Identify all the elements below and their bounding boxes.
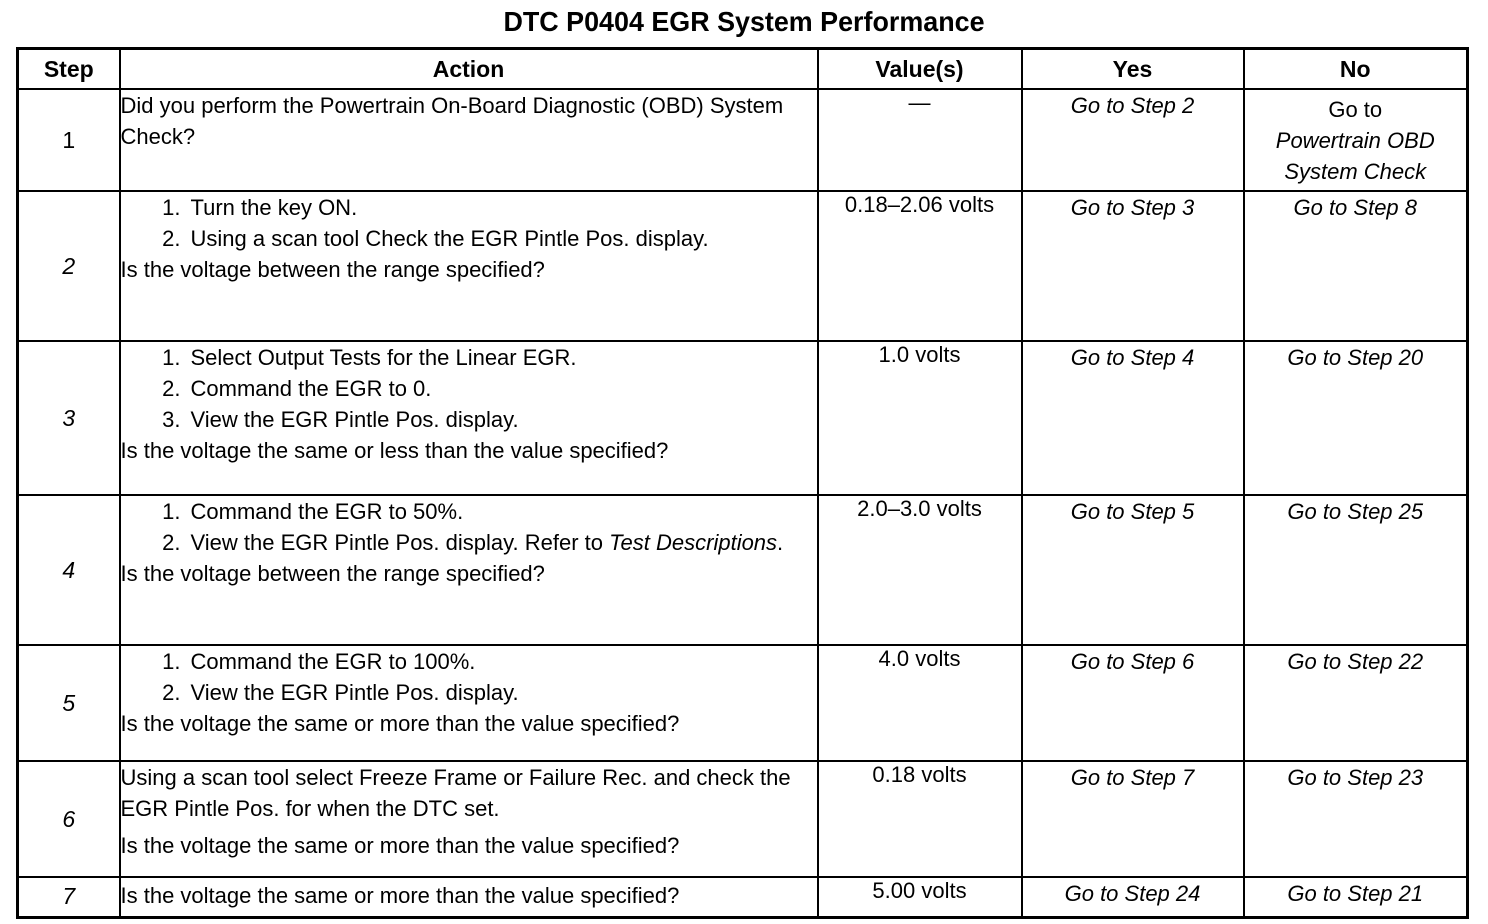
no-link: Powertrain OBD System Check	[1275, 128, 1435, 184]
substep-number: 1.	[162, 499, 181, 524]
action-cell	[120, 495, 818, 645]
no-cell	[1244, 89, 1468, 191]
value-cell: —	[818, 89, 1022, 191]
substep-text: Turn the key ON.	[190, 195, 358, 220]
step-number: 4	[18, 495, 120, 645]
header-yes: Yes	[1022, 49, 1244, 90]
substep-text: Select Output Tests for the Linear EGR.	[190, 345, 577, 370]
substep-text: View the EGR Pintle Pos. display.	[190, 407, 519, 432]
no-cell: Go to Step 21	[1244, 877, 1468, 917]
yes-cell: Go to Step 4	[1022, 341, 1244, 495]
action-cell	[120, 341, 818, 495]
substep-text: Command the EGR to 50%.	[190, 499, 464, 524]
substep	[141, 223, 817, 254]
substep-number: 3.	[162, 407, 181, 432]
yes-cell: Go to Step 7	[1022, 761, 1244, 877]
value-cell: 1.0 volts	[818, 341, 1022, 495]
no-prefix: Go to	[1328, 97, 1383, 122]
reference-link: Test Descriptions	[609, 530, 778, 555]
yes-cell: Go to Step 2	[1022, 89, 1244, 191]
page-title: DTC P0404 EGR System Performance	[503, 6, 985, 37]
question-text: Is the voltage between the range specified?	[120, 561, 545, 586]
question-text: Is the voltage the same or more than the value specified?	[120, 833, 680, 858]
table-row	[18, 341, 1468, 495]
table-row	[18, 877, 1468, 917]
no-cell: Go to Step 22	[1244, 645, 1468, 761]
step-number: 3	[18, 341, 120, 495]
substep-number: 1.	[162, 649, 181, 674]
substep-text: View the EGR Pintle Pos. display.	[190, 680, 519, 705]
substep	[141, 677, 817, 708]
substep-text: Using a scan tool Check the EGR Pintle Pos. display.	[190, 226, 709, 251]
substep-text: Command the EGR to 0.	[190, 376, 432, 401]
table-row	[18, 495, 1468, 645]
header-action: Action	[120, 49, 818, 90]
substep	[141, 527, 817, 558]
no-cell: Go to Step 25	[1244, 495, 1468, 645]
header-no: No	[1244, 49, 1468, 90]
question-text: Is the voltage the same or more than the value specified?	[120, 883, 680, 908]
action-cell	[120, 877, 818, 917]
substep	[141, 404, 817, 435]
table-row	[18, 645, 1468, 761]
value-cell: 4.0 volts	[818, 645, 1022, 761]
substep	[141, 192, 817, 223]
substep-text-end: .	[777, 530, 784, 555]
step-number: 5	[18, 645, 120, 761]
action-cell	[120, 89, 818, 191]
yes-cell: Go to Step 6	[1022, 645, 1244, 761]
substep-text	[191, 527, 817, 558]
no-cell: Go to Step 20	[1244, 341, 1468, 495]
no-cell: Go to Step 23	[1244, 761, 1468, 877]
substep-number: 2.	[162, 376, 181, 401]
header-row	[18, 49, 1468, 90]
action-text: Did you perform the Powertrain On-Board Diagnostic (OBD) System Check?	[120, 93, 784, 149]
substep-text-main: View the EGR Pintle Pos. display. Refer to	[190, 530, 603, 555]
header-step: Step	[18, 49, 120, 90]
substep	[141, 373, 817, 404]
substep-text: Command the EGR to 100%.	[190, 649, 476, 674]
substep-number: 1.	[162, 195, 181, 220]
substep-number: 2.	[162, 680, 181, 705]
value-cell: 5.00 volts	[818, 877, 1022, 917]
action-cell	[120, 645, 818, 761]
table-row	[18, 89, 1468, 191]
action-cell	[120, 191, 818, 341]
yes-cell: Go to Step 24	[1022, 877, 1244, 917]
question-text: Is the voltage between the range specified?	[120, 257, 545, 282]
substep-list	[121, 192, 817, 254]
substep	[141, 496, 817, 527]
step-number: 2	[18, 191, 120, 341]
substep-list	[121, 496, 817, 558]
substep-list	[121, 646, 817, 708]
step-number: 1	[18, 89, 120, 191]
substep-list	[121, 342, 817, 435]
yes-cell: Go to Step 3	[1022, 191, 1244, 341]
action-cell	[120, 761, 818, 877]
question-text: Is the voltage the same or more than the value specified?	[120, 711, 680, 736]
value-cell: 0.18 volts	[818, 761, 1022, 877]
step-number: 6	[18, 761, 120, 877]
yes-cell: Go to Step 5	[1022, 495, 1244, 645]
diagnostic-table	[16, 47, 1469, 919]
substep	[141, 342, 817, 373]
value-cell: 0.18–2.06 volts	[818, 191, 1022, 341]
substep-number: 2.	[162, 226, 181, 251]
question-text: Is the voltage the same or less than the value specified?	[120, 438, 669, 463]
table-row	[18, 191, 1468, 341]
substep	[141, 646, 817, 677]
value-cell: 2.0–3.0 volts	[818, 495, 1022, 645]
no-cell: Go to Step 8	[1244, 191, 1468, 341]
step-number: 7	[18, 877, 120, 917]
action-text: Using a scan tool select Freeze Frame or Failure Rec. and check the EGR Pintle Pos. for when the DTC set.	[120, 765, 791, 821]
table-row	[18, 761, 1468, 877]
substep-number: 2.	[162, 530, 181, 555]
header-values: Value(s)	[818, 49, 1022, 90]
substep-number: 1.	[162, 345, 181, 370]
